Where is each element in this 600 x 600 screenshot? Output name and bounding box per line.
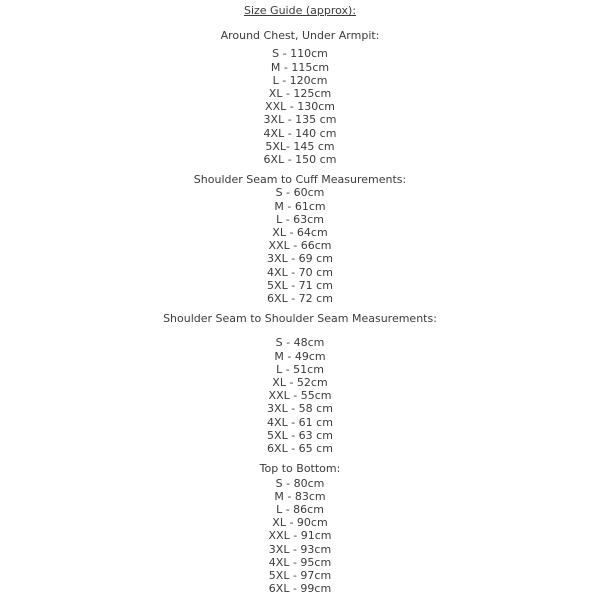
size-line: L - 63cm <box>276 212 324 226</box>
size-line: 4XL - 61 cm <box>267 415 333 429</box>
size-line: L - 51cm <box>276 362 324 376</box>
section-items <box>0 336 600 455</box>
size-line: L - 120cm <box>272 73 328 87</box>
size-line: XL - 64cm <box>272 226 328 240</box>
size-line: M - 115cm <box>270 60 330 74</box>
size-line: 5XL- 145 cm <box>265 139 335 153</box>
size-line: S - 60cm <box>275 186 325 200</box>
size-section <box>0 462 600 595</box>
size-line: XXL - 55cm <box>268 389 332 403</box>
size-line: XXL - 130cm <box>265 100 335 114</box>
size-section <box>0 173 600 305</box>
size-line: 6XL - 99cm <box>268 582 332 596</box>
size-line: XXL - 91cm <box>268 529 332 543</box>
size-line: S - 48cm <box>275 336 325 350</box>
size-line: 4XL - 140 cm <box>263 126 337 140</box>
size-line: M - 83cm <box>274 489 326 503</box>
size-line: M - 49cm <box>274 349 326 363</box>
size-line: M - 61cm <box>274 199 326 213</box>
size-section <box>0 29 600 166</box>
size-line: 6XL - 150 cm <box>263 153 337 167</box>
section-items <box>0 186 600 305</box>
section-heading: Shoulder Seam to Shoulder Seam Measurements: <box>163 312 437 326</box>
size-line: 4XL - 70 cm <box>267 265 333 279</box>
section-heading: Top to Bottom: <box>259 462 341 476</box>
page-title: Size Guide (approx): <box>243 4 357 17</box>
size-line: S - 110cm <box>272 47 328 61</box>
size-line: XL - 52cm <box>272 376 328 390</box>
section-items <box>0 47 600 166</box>
size-line: 3XL - 135 cm <box>263 113 337 127</box>
section-heading: Around Chest, Under Armpit: <box>220 29 380 43</box>
size-line: 5XL - 71 cm <box>267 278 333 292</box>
size-line: 3XL - 93cm <box>268 542 332 556</box>
size-section <box>0 312 600 455</box>
section-heading: Shoulder Seam to Cuff Measurements: <box>193 173 407 187</box>
size-line: 6XL - 65 cm <box>267 442 333 456</box>
section-items <box>0 477 600 596</box>
size-line: 6XL - 72 cm <box>267 292 333 306</box>
size-line: L - 86cm <box>276 502 324 516</box>
size-line: 3XL - 58 cm <box>267 402 333 416</box>
size-line: XXL - 66cm <box>268 239 332 253</box>
size-line: 5XL - 63 cm <box>267 428 333 442</box>
size-line: XL - 125cm <box>268 87 332 101</box>
size-line: S - 80cm <box>275 476 325 490</box>
size-line: XL - 90cm <box>272 516 328 530</box>
size-line: 5XL - 97cm <box>268 568 332 582</box>
size-sections <box>0 29 600 595</box>
size-line: 3XL - 69 cm <box>267 252 333 266</box>
size-line: 4XL - 95cm <box>268 555 332 569</box>
